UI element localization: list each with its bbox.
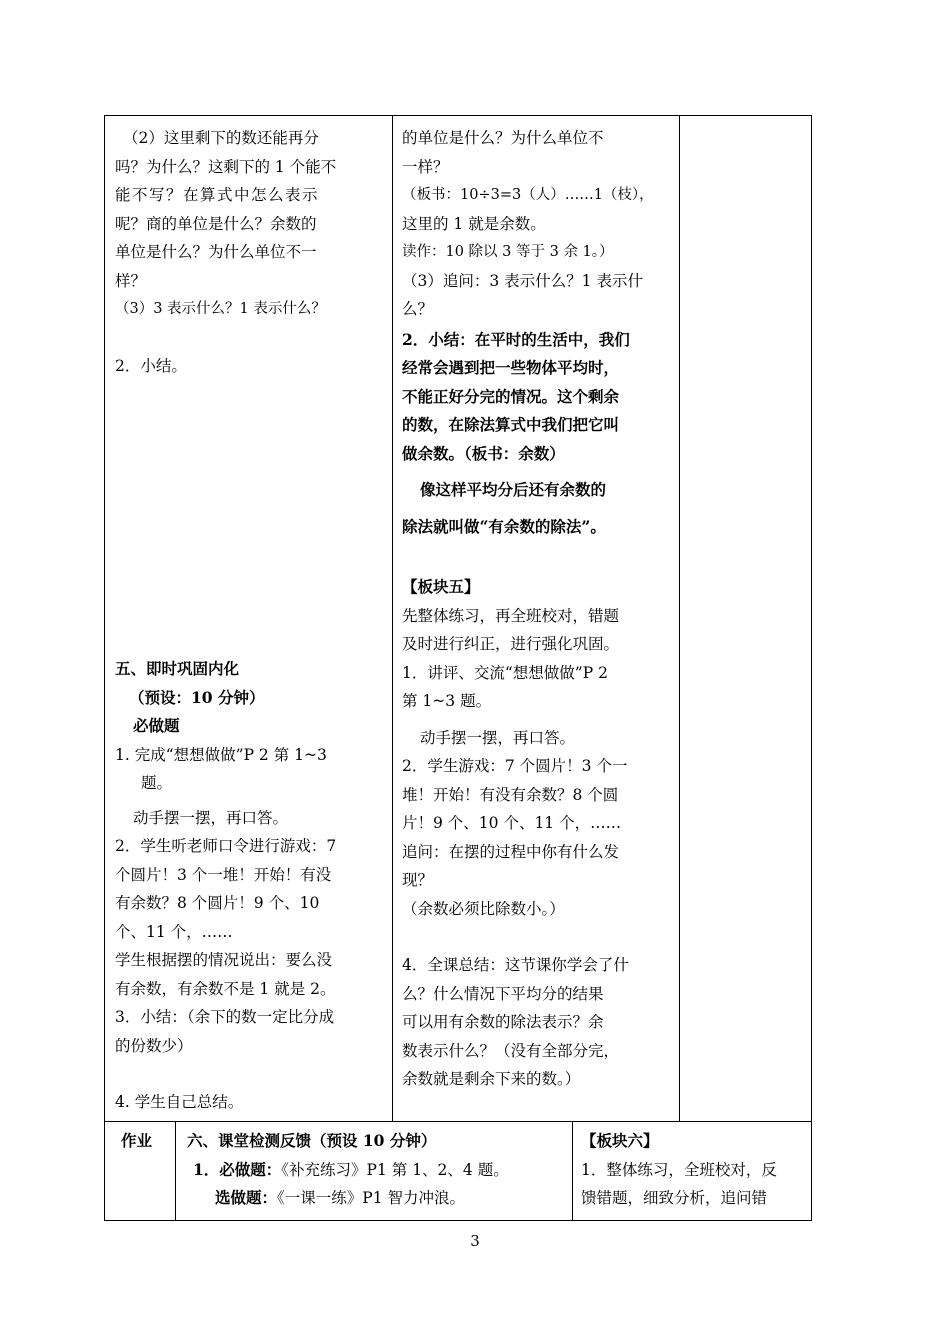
- optional-text: 《一课一练》P1 智力冲浪。: [277, 1189, 465, 1207]
- text-line: （板书：10÷3=3（人）……1（枝），: [402, 187, 654, 203]
- text-line: 这里的 1 就是余数。: [402, 214, 546, 233]
- summary-line: 做余数。（板书：余数）: [402, 443, 565, 463]
- text-line: 有余数，有余数不是 1 就是 2。: [115, 979, 336, 998]
- text-line: 么？: [402, 300, 434, 318]
- column-divider: [572, 1121, 573, 1221]
- optional-prefix: 选做题：: [215, 1188, 278, 1207]
- section-preset: （预设：10 分钟）: [129, 687, 265, 707]
- text-line: 1．讲评、交流“想想做做”P 2: [402, 663, 608, 682]
- text-line: 个圆片！3 个一堆！开始！有没: [115, 865, 332, 884]
- text-line: 样？: [115, 271, 147, 290]
- homework-label: 作业: [121, 1131, 153, 1150]
- text-line: 动手摆一摆，再口答。: [133, 808, 289, 827]
- required-label: 必做题: [133, 716, 180, 735]
- text-line: 题。: [141, 774, 173, 792]
- text-line: 馈错题，细致分析，追问错: [581, 1189, 768, 1207]
- lesson-plan-table: [104, 115, 812, 1221]
- homework-optional: [187, 1184, 567, 1213]
- text-line: 1．整体练习，全班校对，反: [581, 1160, 777, 1179]
- text-line: 数表示什么？（没有全部分完，: [402, 1041, 620, 1060]
- text-line: 么？什么情况下平均分的结果: [402, 984, 604, 1003]
- text-line: 读作：10 除以 3 等于 3 余 1。）: [402, 244, 614, 260]
- summary-line: 除法就叫做“有余数的除法”。: [402, 516, 606, 536]
- text-line: 可以用有余数的除法表示？余: [402, 1013, 604, 1031]
- block6-content: [581, 1127, 809, 1213]
- summary-line: 经常会遇到把一些物体平均时，: [402, 358, 620, 377]
- text-line: （余数必须比除数小。）: [402, 899, 565, 918]
- summary-line: 的数，在除法算式中我们把它叫: [402, 415, 620, 434]
- text-line: 4. 学生自己总结。: [115, 1093, 244, 1111]
- column-divider: [392, 116, 393, 1121]
- text-line: 4．全课总结：这节课你学会了什: [402, 956, 629, 974]
- text-line: 2．学生听老师口令进行游戏：7: [115, 837, 337, 855]
- column-student-section5: [115, 655, 387, 1117]
- column-divider: [175, 1121, 176, 1221]
- required-text: 《补充练习》P1 第 1、2、4 题。: [281, 1160, 509, 1179]
- homework-content: [187, 1127, 567, 1213]
- text-line: 片！9 个、10 个、11 个，……: [402, 814, 622, 832]
- required-prefix: 1．必做题：: [193, 1159, 282, 1179]
- text-line: （3）3 表示什么？1 表示什么？: [115, 301, 326, 317]
- summary-line: 2．小结：在平时的生活中，我们: [402, 329, 630, 349]
- text-line: 现？: [402, 871, 434, 889]
- column-student-activity: [115, 124, 385, 380]
- page-number: 3: [470, 1232, 480, 1250]
- homework-required: [187, 1156, 567, 1185]
- section-title: 六、课堂检测反馈（预设 10 分钟）: [187, 1131, 437, 1150]
- text-line: （2）这里剩下的数还能再分: [123, 129, 319, 147]
- column-teacher-activity: [402, 124, 674, 1094]
- text-line: 第 1~3 题。: [402, 692, 492, 710]
- text-line: 能不写？在算式中怎么表示: [115, 186, 320, 204]
- text-line: 追问：在摆的过程中你有什么发: [402, 842, 620, 861]
- text-line: 一样？: [402, 157, 449, 176]
- text-line: 及时进行纠正，进行强化巩固。: [402, 635, 620, 653]
- text-line: 堆！开始！有没有余数？8 个圆: [402, 785, 619, 804]
- text-line: 动手摆一摆，再口答。: [420, 728, 576, 747]
- text-line: 3．小结：（余下的数一定比分成: [115, 1008, 335, 1026]
- text-line: （3）追问：3 表示什么？1 表示什: [402, 271, 643, 290]
- text-line: 2．小结。: [115, 356, 187, 375]
- text-line: 先整体练习，再全班校对，错题: [402, 606, 620, 625]
- text-line: 的份数少）: [115, 1036, 193, 1055]
- text-line: 吗？为什么？这剩下的 1 个能不: [115, 157, 337, 176]
- text-line: 学生根据摆的情况说出：要么没: [115, 951, 333, 969]
- text-line: 2．学生游戏：7 个圆片！3 个一: [402, 757, 628, 775]
- column-divider: [679, 116, 680, 1121]
- text-line: 有余数？8 个圆片！9 个、10: [115, 894, 320, 912]
- summary-line: 不能正好分完的情况。这个剩余: [402, 386, 620, 406]
- text-line: 个、11 个，……: [115, 922, 233, 941]
- text-line: 的单位是什么？为什么单位不: [402, 129, 604, 147]
- text-line: 单位是什么？为什么单位不一: [115, 243, 317, 261]
- text-line: 呢？商的单位是什么？余数的: [115, 214, 317, 233]
- section-title: 五、即时巩固内化: [115, 659, 240, 678]
- block-title: 【板块六】: [581, 1131, 659, 1150]
- summary-line: 像这样平均分后还有余数的: [420, 480, 607, 499]
- block-title: 【板块五】: [402, 577, 480, 596]
- row-divider: [105, 1121, 811, 1122]
- text-line: 余数就是剩余下来的数。）: [402, 1070, 581, 1088]
- text-line: 1. 完成“想想做做”P 2 第 1~3: [115, 745, 327, 764]
